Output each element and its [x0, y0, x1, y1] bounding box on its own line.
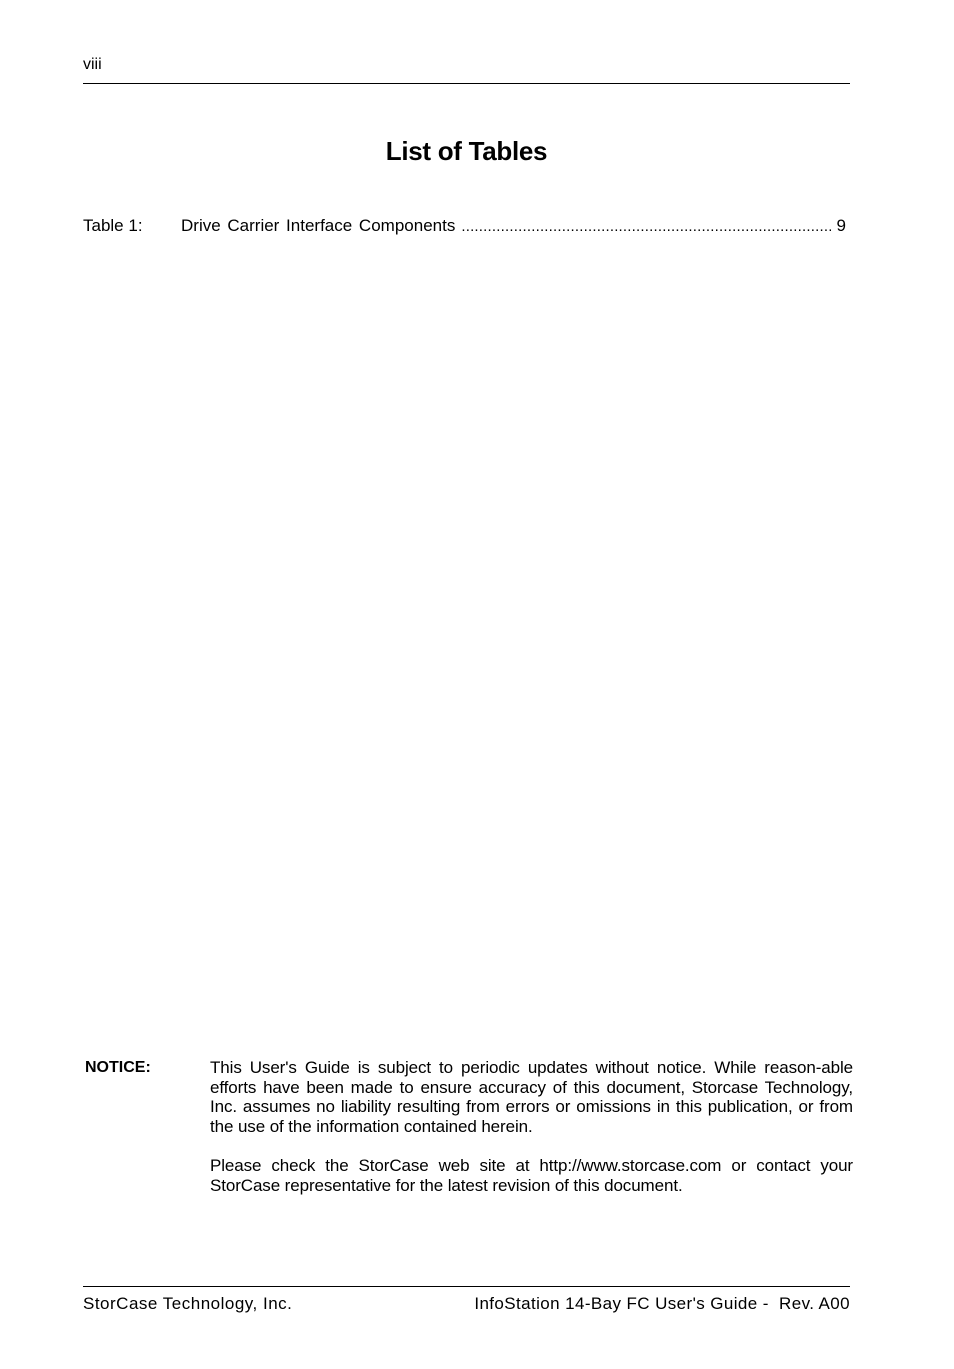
notice-body: [210, 1058, 853, 1214]
toc-dot-leader: [461, 217, 830, 237]
footer-rule: [83, 1286, 850, 1287]
toc-entry-text: Drive Carrier Interface Components: [181, 216, 456, 235]
page-number: viii: [83, 56, 102, 73]
page-title: List of Tables: [385, 136, 548, 166]
footer-company: StorCase Technology, Inc.: [83, 1294, 293, 1313]
toc-entry-label: Table 1:: [83, 216, 143, 235]
toc-entry[interactable]: [83, 216, 846, 236]
notice-label: NOTICE:: [85, 1059, 151, 1076]
notice-paragraph: This User's Guide is subject to periodic updates without notice. While reason-able efforts have been made to ensure accuracy of this document, Storcase Technology, Inc. assumes no liability resulting from errors or omissions in this publication, or from the use of the information contained herein.: [210, 1058, 853, 1137]
notice-paragraph: Please check the StorCase web site at http://www.storcase.com or contact your StorCase representative for the latest revision of this document.: [210, 1155, 853, 1195]
toc-entry-page: 9: [836, 216, 846, 235]
header-rule: [83, 83, 850, 84]
footer-document-title: InfoStation 14-Bay FC User's Guide - Rev. A00: [474, 1294, 850, 1313]
